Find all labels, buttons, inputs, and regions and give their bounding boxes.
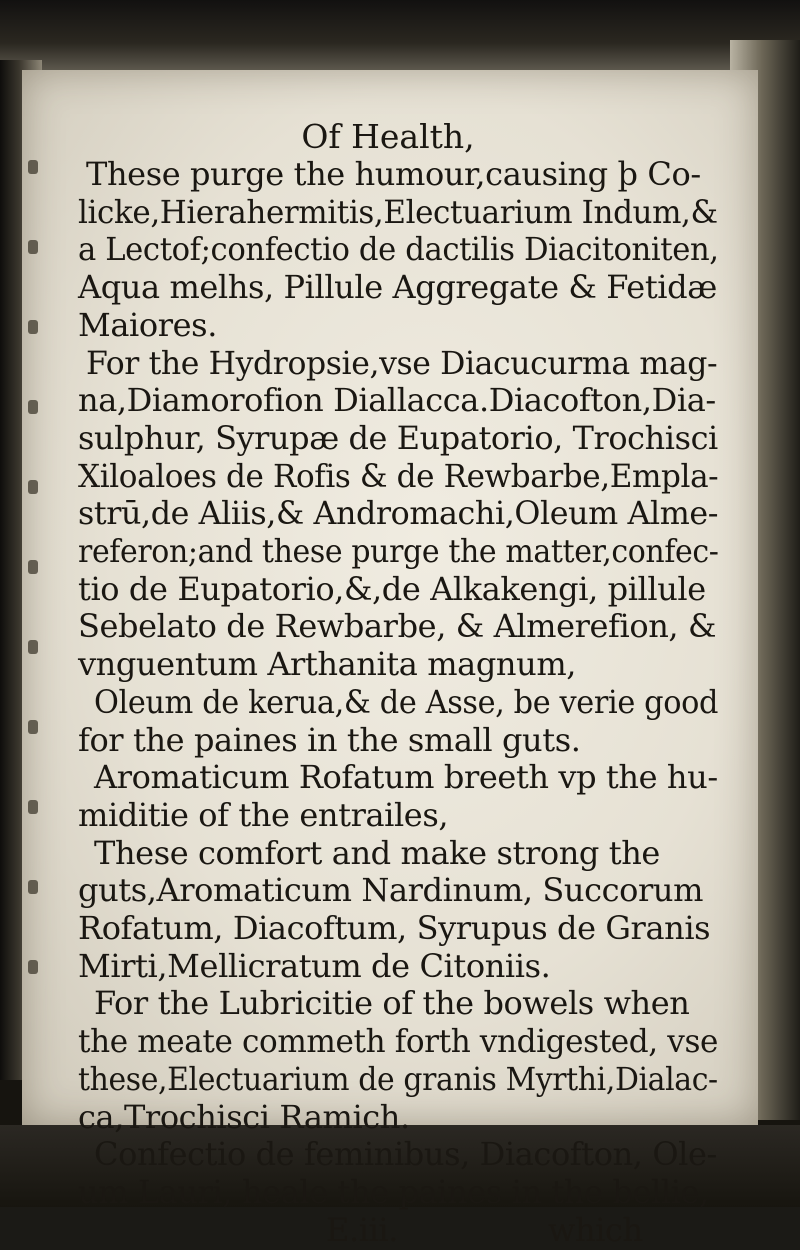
text-line: licke,Hierahermitis,Electuarium Indum,& xyxy=(78,193,718,231)
text-line: na,Diamorofion Diallacca.Diacofton,Dia- xyxy=(78,381,716,419)
text-line: Xiloaloes de Rofis & de Rewbarbe,Empla- xyxy=(78,457,719,495)
text-line: These purge the humour,causing þ Co- xyxy=(86,155,701,193)
margin-mark xyxy=(28,960,38,974)
text-line: miditie of the entrailes, xyxy=(78,796,449,834)
margin-mark xyxy=(28,640,38,654)
text-line: Rofatum, Diacoftum, Syrupus de Granis xyxy=(78,909,711,947)
text-line: Oleum de kerua,& de Asse, be verie good xyxy=(94,683,719,721)
text-line: referon;and these purge the matter,confec- xyxy=(78,532,719,570)
margin-mark xyxy=(28,320,38,334)
text-line: the meate commeth forth vndigested, vse xyxy=(78,1022,719,1060)
text-line: For the Hydropsie,vse Diacucurma mag- xyxy=(86,344,718,382)
text-line: Maiores. xyxy=(78,306,217,344)
catchword: which xyxy=(548,1211,643,1249)
margin-mark xyxy=(28,720,38,734)
margin-mark xyxy=(28,480,38,494)
text-line: These comfort and make strong the xyxy=(94,834,660,872)
text-line: strū,de Aliis,& Andromachi,Oleum Alme- xyxy=(78,494,719,532)
text-line: Aqua melhs, Pillule Aggregate & Fetidæ xyxy=(78,268,717,306)
text-line: Sebelato de Rewbarbe, & Almerefion, & xyxy=(78,607,717,645)
signature-mark: E.iii. xyxy=(326,1211,399,1249)
text-line: sulphur, Syrupæ de Eupatorio, Trochisci xyxy=(78,419,718,457)
text-line: a Lectof;confectio de dactilis Diacitoniten, xyxy=(78,230,719,268)
text-line: Aromaticum Rofatum breeth vp the hu- xyxy=(94,758,718,796)
margin-mark xyxy=(28,240,38,254)
scan-top-edge xyxy=(0,0,800,78)
margin-mark xyxy=(28,560,38,574)
running-head: Of Health, xyxy=(301,117,475,156)
inner-margin-marks xyxy=(28,150,48,1050)
margin-mark xyxy=(28,400,38,414)
text-line: Mirti,Mellicratum de Citoniis. xyxy=(78,947,551,985)
text-line: For the Lubricitie of the bowels when xyxy=(94,984,690,1022)
text-line: ca,Trochisci Ramich. xyxy=(78,1098,410,1136)
margin-mark xyxy=(28,880,38,894)
text-line: guts,Aromaticum Nardinum, Succorum xyxy=(78,871,704,909)
text-line: these,Electuarium de granis Myrthi,Dialac- xyxy=(78,1060,718,1098)
text-line: vnguentum Arthanita magnum, xyxy=(78,645,577,683)
text-line: for the paines in the small guts. xyxy=(78,721,581,759)
text-line: tio de Eupatorio,&,de Alkakengi, pillule xyxy=(78,570,706,608)
text-line: Confectio de feminibus, Diacofton, Ole- xyxy=(94,1135,717,1173)
text-line: um Lauri, heale the paines in the bellie, xyxy=(78,1173,709,1211)
margin-mark xyxy=(28,800,38,814)
margin-mark xyxy=(28,160,38,174)
